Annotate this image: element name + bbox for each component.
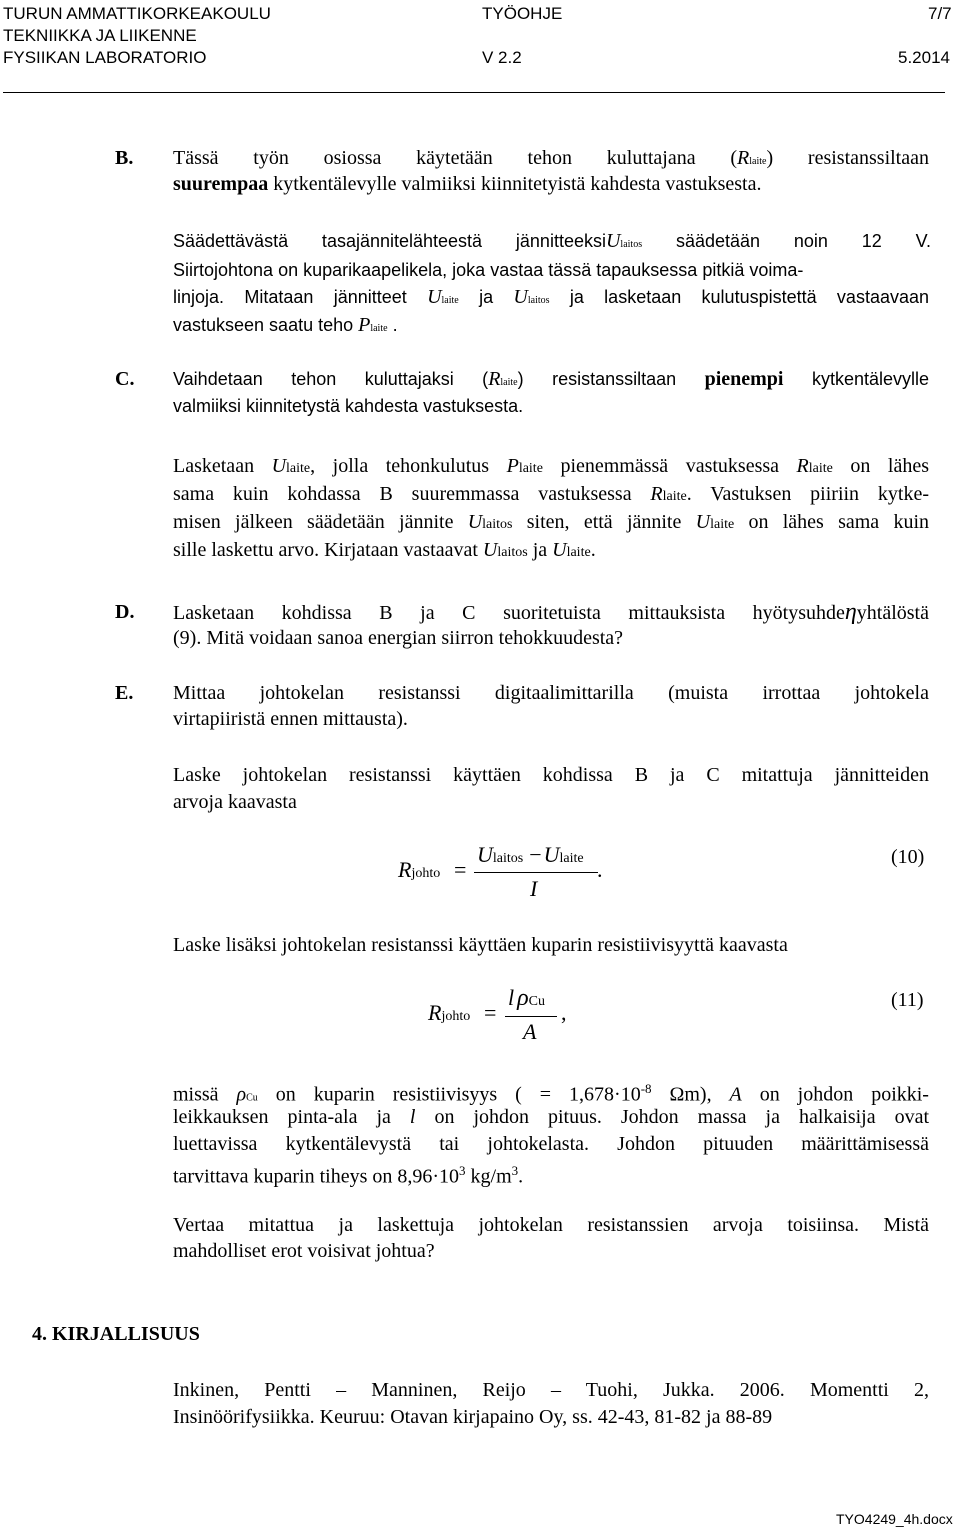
section-b-label: B.: [115, 147, 134, 169]
eq11-comma: ,: [561, 1000, 567, 1025]
eq11-fraction-bar: [505, 1016, 557, 1017]
section-c-p2-line1: Lasketaan Ulaite, jolla tehonkulutus Plaite pienemmässä vastuksessa Rlaite on lähes: [173, 455, 929, 477]
section-b-p2-line2: Siirtojohtona on kuparikaapelikela, joka vastaa tässä tapauksessa pitkiä voima-: [173, 260, 804, 280]
reference-line2: Insinöörifysiikka. Keuruu: Otavan kirjapaino Oy, ss. 42-43, 81-82 ja 88-89: [173, 1406, 773, 1428]
section-e-p2-line1: Laske johtokelan resistanssi käyttäen kohdissa B ja C mitattuja jännitteiden: [173, 764, 929, 786]
eq11-number: (11): [891, 989, 924, 1011]
eq10-lhs: Rjohto: [398, 857, 441, 882]
reference-line1: Inkinen, Pentti – Manninen, Reijo – Tuohi, Jukka. 2006. Momentti 2,: [173, 1379, 929, 1401]
section-c-label: C.: [115, 368, 135, 390]
header-page-number: 7/7: [928, 4, 952, 23]
section-d-line1: Lasketaan kohdissa B ja C suoritetuista mittauksista hyötysuhdeηyhtälöstä: [173, 599, 929, 625]
section-e-p4-line4: tarvittava kuparin tiheys on $8,96\cdot 10^3$ $kg/m^3$.: [173, 1163, 524, 1188]
footer-filename: TYO4249_4h.docx: [836, 1511, 953, 1527]
eq11-equals: =: [484, 1000, 497, 1025]
section-e-p4-line2: leikkauksen pinta-ala ja l on johdon pituus. Johdon massa ja halkaisija ovat: [173, 1106, 930, 1128]
header-laboratory: FYSIIKAN LABORATORIO: [3, 48, 207, 67]
section-c-p2-line4: sille laskettu arvo. Kirjataan vastaavat Ulaitos ja Ulaite.: [173, 539, 596, 561]
eq10-denominator: I: [530, 876, 538, 901]
eq10-number: (10): [891, 846, 925, 868]
section-e-p5-line1: Vertaa mitattua ja laskettuja johtokelan resistanssien arvoja toisiinsa. Mistä: [173, 1214, 929, 1236]
header-department: TEKNIIKKA JA LIIKENNE: [3, 26, 197, 45]
section-c-p1-line2: valmiiksi kiinnitetystä kahdesta vastuksesta.: [173, 396, 524, 416]
section-e-p3: Laske lisäksi johtokelan resistanssi käyttäen kuparin resistiivisyyttä kaavasta: [173, 934, 788, 956]
header-doc-type: TYÖOHJE: [482, 4, 563, 23]
section-e-p4-line1: missä ρCu on kuparin resistiivisyys ( = $1,678\cdot 10^{-8}$ Ωm), A on johdon poikki-: [173, 1081, 929, 1106]
section-b-p2-line1: Säädettävästä tasajännitelähteestä jännitteeksiUlaitos säädetään noin 12 V.: [173, 230, 931, 252]
eq11-numerator: l ρCu: [508, 985, 545, 1011]
section-b-p1-line2: suurempaa kytkentälevylle valmiiksi kiinnitetyistä kahdesta vastuksesta.: [173, 173, 762, 195]
eq10-equals: =: [454, 857, 467, 882]
header-divider: [3, 92, 945, 93]
section-e-p2-line2: arvoja kaavasta: [173, 791, 297, 813]
section-d-label: D.: [115, 601, 135, 623]
eq10-numerator: Ulaitos −Ulaite: [477, 842, 584, 867]
section-e-p5-line2: mahdolliset erot voisivat johtua?: [173, 1240, 435, 1262]
references-heading: 4. KIRJALLISUUS: [32, 1323, 200, 1345]
section-b-p2-line4: vastukseen saatu teho Plaite .: [173, 314, 398, 336]
eq10-period: .: [597, 857, 603, 882]
section-c-p1-line1: Vaihdetaan tehon kuluttajaksi (Rlaite) resistanssiltaan pienempi kytkentälevylle: [173, 368, 930, 390]
header-version: V 2.2: [482, 48, 522, 67]
eq11-lhs: Rjohto: [428, 1000, 471, 1025]
section-c-p2-line2: sama kuin kohdassa B suuremmassa vastuksessa Rlaite. Vastuksen piiriin kytke-: [173, 483, 929, 505]
header-date: 5.2014: [898, 48, 950, 67]
eq11-denominator: A: [523, 1019, 537, 1044]
section-e-p1-line1: Mittaa johtokelan resistanssi digitaalimittarilla (muista irrottaa johtokela: [173, 682, 929, 704]
section-e-p4-line3: luettavissa kytkentälevystä tai johtokelasta. Johdon pituuden määrittämisessä: [173, 1133, 929, 1155]
section-c-p2-line3: misen jälkeen säädetään jännite Ulaitos siten, että jännite Ulaite on lähes sama kuin: [173, 511, 929, 533]
section-e-p1-line2: virtapiiristä ennen mittausta).: [173, 708, 408, 730]
section-d-line2: (9). Mitä voidaan sanoa energian siirron tehokkuudesta?: [173, 627, 624, 649]
section-b-p1-line1: Tässä työn osiossa käytetään tehon kuluttajana (Rlaite) resistanssiltaan: [173, 147, 929, 169]
section-b-p2-line3: linjoja. Mitataan jännitteet Ulaite ja Ulaitos ja lasketaan kulutuspistettä vastaavaan: [173, 286, 930, 308]
section-e-label: E.: [115, 682, 134, 704]
header-institution: TURUN AMMATTIKORKEAKOULU: [3, 4, 271, 23]
eq10-fraction-bar: [474, 872, 598, 873]
